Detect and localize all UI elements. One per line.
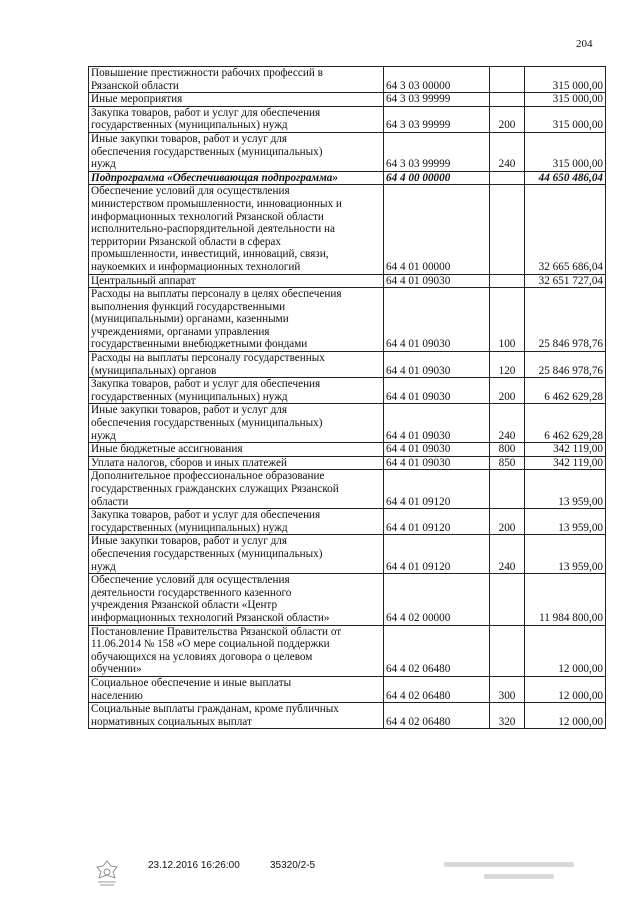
- row-code-cell: 64 4 01 09030: [384, 404, 490, 443]
- row-code-cell: 64 4 00 00000: [384, 171, 490, 185]
- row-name-cell: Расходы на выплаты персоналу в целях обеспечения выполнения функций государственными (муниципальными) органами, казенными учреждениями, органами управления государственными внебюджетными фондами: [89, 288, 384, 352]
- row-expense-type-cell: 300: [490, 676, 525, 702]
- row-amount-cell: 44 650 486,04: [525, 171, 606, 185]
- row-code-cell: 64 3 03 99999: [384, 106, 490, 132]
- row-name-cell: Постановление Правительства Рязанской области от 11.06.2014 № 158 «О мере социальной поддержки обучающихся на условиях договора о целевом обучении»: [89, 625, 384, 676]
- seal-stamp-icon: [92, 858, 122, 888]
- row-name-cell: Иные закупки товаров, работ и услуг для обеспечения государственных (муниципальных) нужд: [89, 535, 384, 574]
- table-row: [89, 132, 606, 171]
- table-row: [89, 509, 606, 535]
- row-code-cell: 64 4 01 09030: [384, 443, 490, 457]
- row-code-cell: 64 3 03 99999: [384, 132, 490, 171]
- row-code-cell: 64 4 02 00000: [384, 574, 490, 625]
- table-row: [89, 93, 606, 107]
- row-amount-cell: 25 846 978,76: [525, 352, 606, 378]
- row-name-cell: Иные бюджетные ассигнования: [89, 443, 384, 457]
- budget-table-body: [89, 67, 606, 729]
- row-amount-cell: 13 959,00: [525, 535, 606, 574]
- row-expense-type-cell: 240: [490, 535, 525, 574]
- row-expense-type-cell: 850: [490, 456, 525, 470]
- page-number: 204: [576, 38, 593, 50]
- row-name-cell: Уплата налогов, сборов и иных платежей: [89, 456, 384, 470]
- table-row: [89, 676, 606, 702]
- table-row: [89, 171, 606, 185]
- row-name-cell: Социальное обеспечение и иные выплаты населению: [89, 676, 384, 702]
- table-row: [89, 288, 606, 352]
- row-expense-type-cell: [490, 171, 525, 185]
- row-expense-type-cell: 320: [490, 703, 525, 729]
- row-amount-cell: 12 000,00: [525, 703, 606, 729]
- table-row: [89, 404, 606, 443]
- table-row: [89, 106, 606, 132]
- table-row: [89, 574, 606, 625]
- table-row: [89, 274, 606, 288]
- table-row: [89, 67, 606, 93]
- row-name-cell: Расходы на выплаты персоналу государственных (муниципальных) органов: [89, 352, 384, 378]
- row-name-cell: Закупка товаров, работ и услуг для обеспечения государственных (муниципальных) нужд: [89, 378, 384, 404]
- row-code-cell: 64 3 03 99999: [384, 93, 490, 107]
- row-name-cell: Иные закупки товаров, работ и услуг для обеспечения государственных (муниципальных) нужд: [89, 404, 384, 443]
- table-row: [89, 625, 606, 676]
- row-code-cell: 64 4 01 09030: [384, 378, 490, 404]
- row-code-cell: 64 4 01 09030: [384, 352, 490, 378]
- row-expense-type-cell: 200: [490, 106, 525, 132]
- row-code-cell: 64 4 01 09030: [384, 456, 490, 470]
- row-expense-type-cell: [490, 185, 525, 274]
- row-amount-cell: 342 119,00: [525, 443, 606, 457]
- table-row: [89, 470, 606, 509]
- row-expense-type-cell: [490, 625, 525, 676]
- table-row: [89, 443, 606, 457]
- row-name-cell: Иные мероприятия: [89, 93, 384, 107]
- table-row: [89, 185, 606, 274]
- row-expense-type-cell: [490, 93, 525, 107]
- row-amount-cell: 25 846 978,76: [525, 288, 606, 352]
- row-expense-type-cell: 120: [490, 352, 525, 378]
- page-footer: [0, 858, 640, 898]
- row-name-cell: Иные закупки товаров, работ и услуг для обеспечения государственных (муниципальных) нужд: [89, 132, 384, 171]
- faded-watermark: [444, 858, 584, 888]
- row-code-cell: 64 4 02 06480: [384, 625, 490, 676]
- row-name-cell: Обеспечение условий для осуществления деятельности государственного казенного учреждения Рязанской области «Центр информационных технологий Рязанской области»: [89, 574, 384, 625]
- row-amount-cell: 32 665 686,04: [525, 185, 606, 274]
- row-amount-cell: 13 959,00: [525, 470, 606, 509]
- row-name-cell: Дополнительное профессиональное образование государственных гражданских служащих Рязанской области: [89, 470, 384, 509]
- row-amount-cell: 12 000,00: [525, 676, 606, 702]
- row-name-cell: Социальные выплаты гражданам, кроме публичных нормативных социальных выплат: [89, 703, 384, 729]
- row-name-cell: Подпрограмма «Обеспечивающая подпрограмма»: [89, 171, 384, 185]
- row-name-cell: Повышение престижности рабочих профессий в Рязанской области: [89, 67, 384, 93]
- row-expense-type-cell: 800: [490, 443, 525, 457]
- row-expense-type-cell: 240: [490, 404, 525, 443]
- row-name-cell: Закупка товаров, работ и услуг для обеспечения государственных (муниципальных) нужд: [89, 106, 384, 132]
- row-expense-type-cell: [490, 274, 525, 288]
- row-amount-cell: 12 000,00: [525, 625, 606, 676]
- row-expense-type-cell: [490, 67, 525, 93]
- row-expense-type-cell: 200: [490, 509, 525, 535]
- row-amount-cell: 6 462 629,28: [525, 404, 606, 443]
- footer-date: 23.12.2016 16:26:00: [148, 860, 240, 871]
- row-amount-cell: 315 000,00: [525, 67, 606, 93]
- row-expense-type-cell: 100: [490, 288, 525, 352]
- row-amount-cell: 315 000,00: [525, 93, 606, 107]
- row-expense-type-cell: 200: [490, 378, 525, 404]
- row-name-cell: Центральный аппарат: [89, 274, 384, 288]
- row-code-cell: 64 4 01 09120: [384, 470, 490, 509]
- row-code-cell: 64 4 01 09030: [384, 274, 490, 288]
- budget-table: [88, 66, 606, 729]
- row-name-cell: Закупка товаров, работ и услуг для обеспечения государственных (муниципальных) нужд: [89, 509, 384, 535]
- row-code-cell: 64 4 02 06480: [384, 676, 490, 702]
- row-expense-type-cell: [490, 470, 525, 509]
- row-code-cell: 64 4 01 00000: [384, 185, 490, 274]
- table-row: [89, 456, 606, 470]
- row-amount-cell: 11 984 800,00: [525, 574, 606, 625]
- row-name-cell: Обеспечение условий для осуществления министерством промышленности, инновационных и информационных технологий Рязанской области исполнительно-распорядительной деятельности на территории Рязанской области в сферах промышленности, инвестиций, инноваций, связи, наукоемких и информационных технологий: [89, 185, 384, 274]
- table-row: [89, 703, 606, 729]
- row-amount-cell: 6 462 629,28: [525, 378, 606, 404]
- row-code-cell: 64 4 01 09120: [384, 509, 490, 535]
- row-code-cell: 64 4 01 09120: [384, 535, 490, 574]
- table-row: [89, 352, 606, 378]
- table-row: [89, 378, 606, 404]
- row-amount-cell: 13 959,00: [525, 509, 606, 535]
- row-amount-cell: 32 651 727,04: [525, 274, 606, 288]
- row-code-cell: 64 3 03 00000: [384, 67, 490, 93]
- row-expense-type-cell: [490, 574, 525, 625]
- footer-document-code: 35320/2-5: [270, 860, 316, 871]
- row-code-cell: 64 4 02 06480: [384, 703, 490, 729]
- table-row: [89, 535, 606, 574]
- row-amount-cell: 315 000,00: [525, 132, 606, 171]
- row-code-cell: 64 4 01 09030: [384, 288, 490, 352]
- row-amount-cell: 315 000,00: [525, 106, 606, 132]
- row-expense-type-cell: 240: [490, 132, 525, 171]
- row-amount-cell: 342 119,00: [525, 456, 606, 470]
